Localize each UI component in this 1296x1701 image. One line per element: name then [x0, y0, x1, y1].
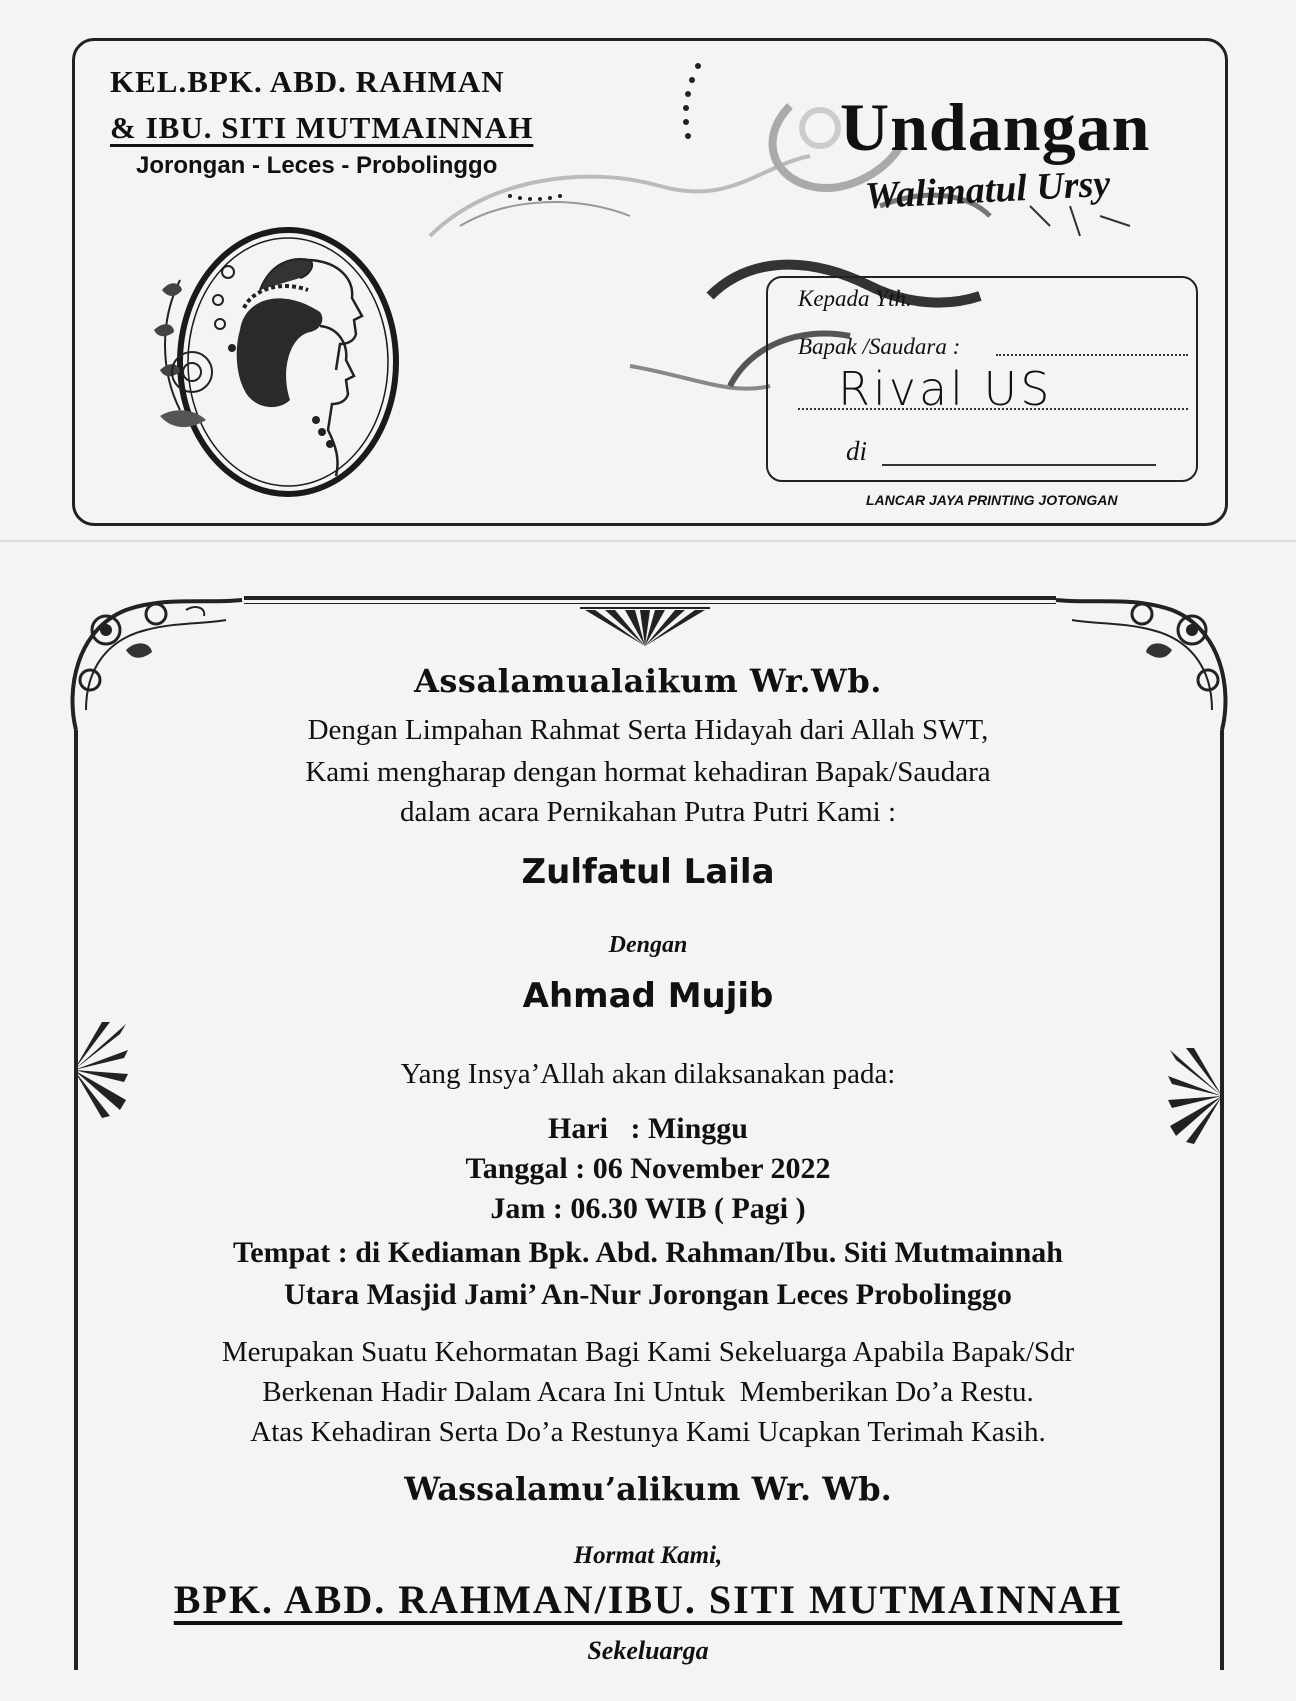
closing-line-1: Merupakan Suatu Kehormatan Bagi Kami Sekeluarga Apabila Bapak/Sdr: [221, 1336, 1075, 1368]
location-line: [882, 464, 1156, 466]
farewell: Wassalamu’alikum Wr. Wb.: [404, 1470, 892, 1508]
event-venue-line-1: Tempat : di Kediaman Bpk. Abd. Rahman/Ibu. Siti Mutmainnah: [233, 1236, 1063, 1269]
event-date: Tanggal : 06 November 2022: [465, 1152, 831, 1185]
groom-name: Ahmad Mujib: [522, 976, 774, 1016]
intro-line-1: Dengan Limpahan Rahmat Serta Hidayah dari Allah SWT,: [307, 714, 989, 746]
paper-fold-line: [0, 540, 1296, 542]
recipient-dotted-line-2: [798, 408, 1188, 410]
closing-line-2: Berkenan Hadir Dalam Acara Ini Untuk Memberikan Do’a Restu.: [262, 1376, 1034, 1408]
family-signoff: Sekeluarga: [587, 1636, 709, 1665]
recipient-dotted-line: [996, 354, 1188, 356]
family-address: Jorongan - Leces - Probolinggo: [136, 152, 498, 179]
signer-name: BPK. ABD. RAHMAN/IBU. SITI MUTMAINNAH: [173, 1577, 1123, 1622]
invitation-title: Undangan: [840, 89, 1151, 165]
greeting: Assalamualaikum Wr.Wb.: [414, 662, 882, 700]
event-venue-line-2: Utara Masjid Jami’ An-Nur Jorongan Leces Probolinggo: [284, 1278, 1012, 1311]
couple-cameo-illustration: [140, 220, 420, 510]
intro-line-2: Kami mengharap dengan hormat kehadiran Bapak/Saudara: [305, 756, 991, 788]
bride-name: Zulfatul Laila: [521, 852, 775, 892]
family-name-line1: KEL.BPK. ABD. RAHMAN: [110, 64, 505, 99]
recipient-handwritten-name: Rival US: [838, 362, 1053, 416]
closing-line-3: Atas Kehadiran Serta Do’a Restunya Kami Ucapkan Terimah Kasih.: [250, 1416, 1046, 1448]
to-label: Kepada Yth.: [798, 286, 912, 311]
location-label: di: [846, 436, 868, 466]
event-intro: Yang Insya’Allah akan dilaksanakan pada:: [400, 1058, 896, 1090]
event-day: Hari : Minggu: [548, 1112, 748, 1145]
frame-top-border-inner: [244, 603, 1056, 604]
recipient-label: Bapak /Saudara :: [798, 334, 961, 359]
family-name-line2: & IBU. SITI MUTMAINNAH: [110, 110, 534, 145]
event-time: Jam : 06.30 WIB ( Pagi ): [490, 1192, 806, 1225]
conjunction: Dengan: [608, 932, 688, 958]
top-center-fan-ornament: [580, 606, 710, 650]
printer-credit: LANCAR JAYA PRINTING JOTONGAN: [866, 492, 1118, 508]
intro-line-3: dalam acara Pernikahan Putra Putri Kami :: [399, 796, 897, 828]
frame-top-border: [244, 596, 1056, 600]
respect-line: Hormat Kami,: [573, 1542, 723, 1569]
invitation-subtitle: Walimatul Ursy: [864, 162, 1112, 218]
